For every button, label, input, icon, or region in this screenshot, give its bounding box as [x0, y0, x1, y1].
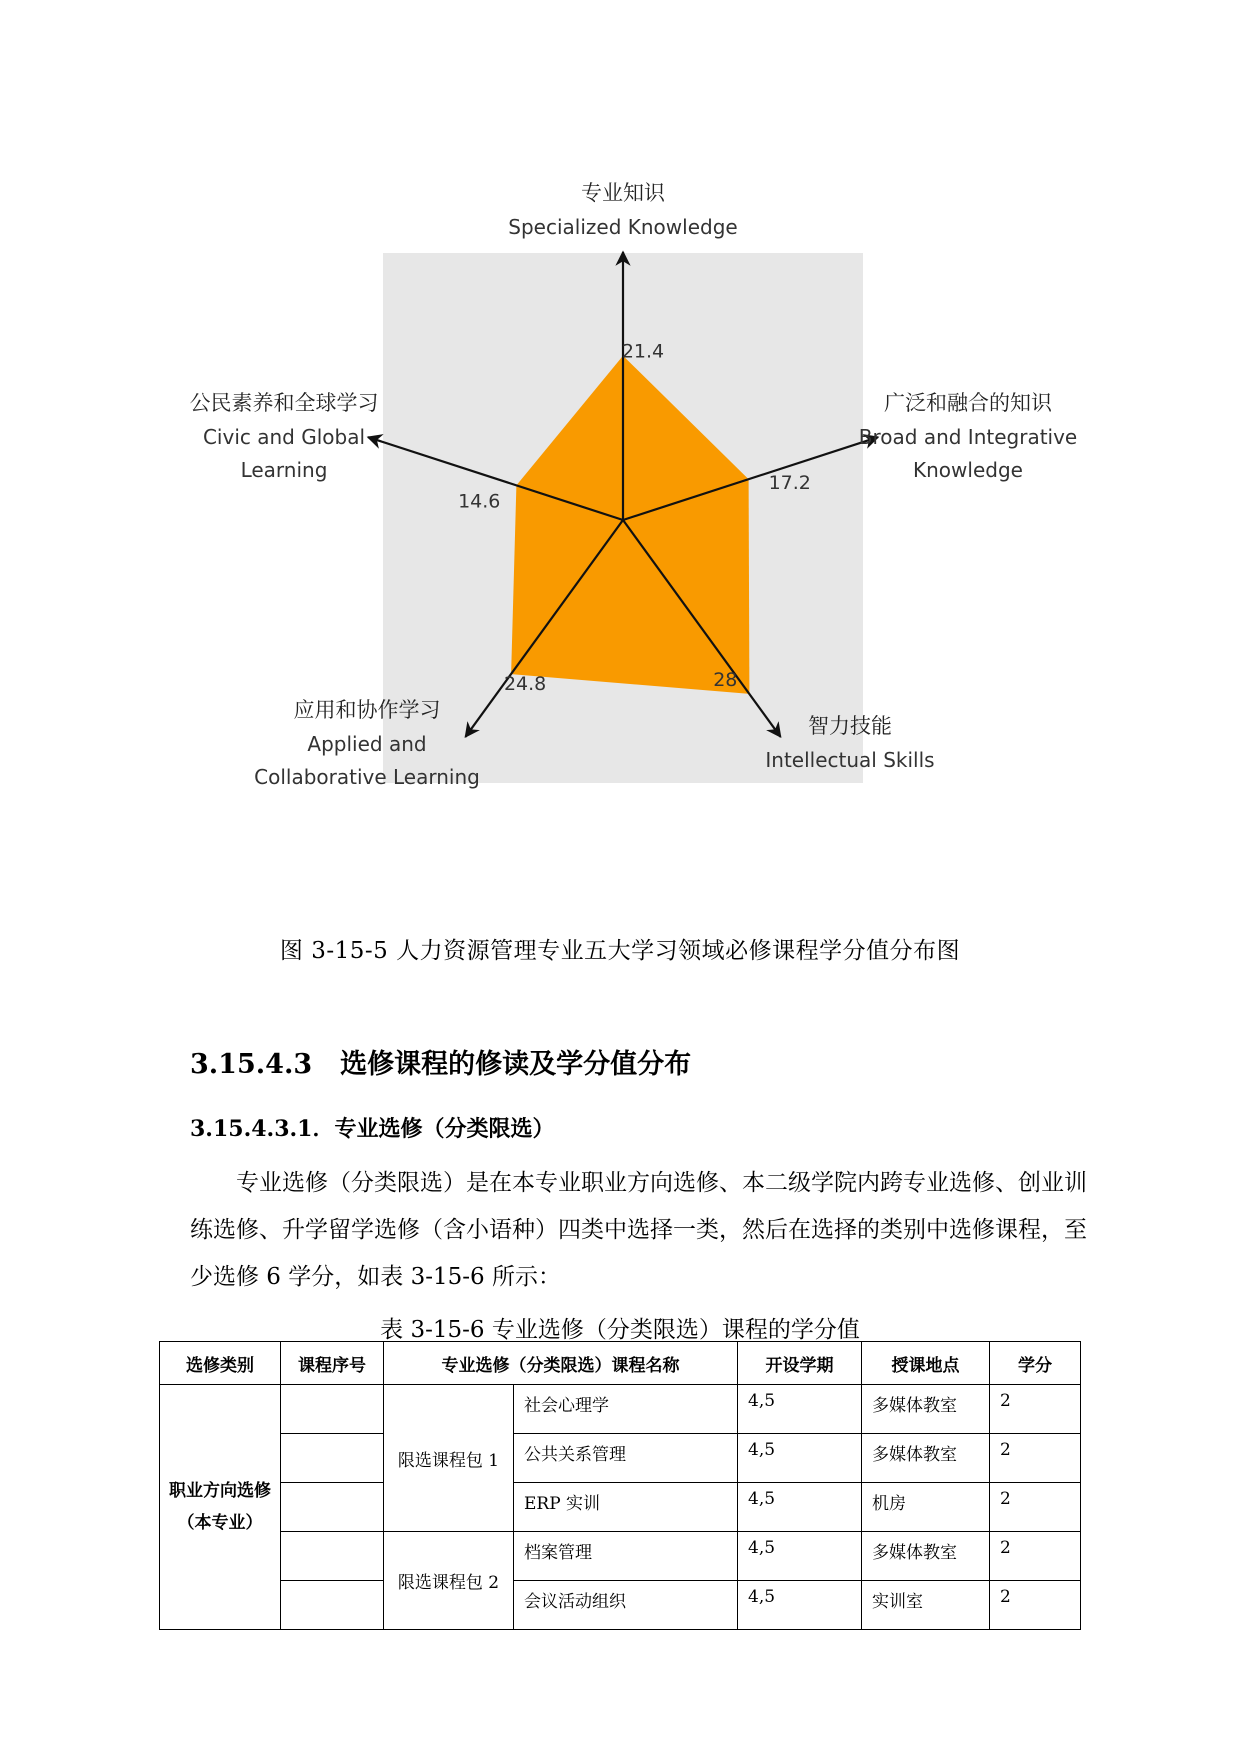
credit-cell: 2	[990, 1581, 1081, 1630]
course-no-cell	[281, 1483, 384, 1532]
course-name-cell: 档案管理	[514, 1532, 738, 1581]
place-cell: 实训室	[862, 1581, 990, 1630]
course-no-cell	[281, 1581, 384, 1630]
axis-label-en-broad: Knowledge	[913, 458, 1023, 482]
axis-label-en-civic: Civic and Global	[202, 425, 366, 449]
elective-course-table	[159, 1341, 1081, 1630]
axis-label-zh-civic: 公民素养和全球学习	[189, 391, 379, 415]
value-label-applied: 24.8	[503, 673, 547, 696]
axis-label-zh-specialized: 专业知识	[581, 181, 665, 205]
header-category: 选修类别	[160, 1342, 281, 1385]
figure-caption: 图 3-15-5 人力资源管理专业五大学习领域必修课程学分值分布图	[279, 938, 961, 964]
credit-cell: 2	[990, 1434, 1081, 1483]
credit-cell: 2	[990, 1385, 1081, 1434]
table-row	[160, 1532, 1081, 1581]
place-cell: 多媒体教室	[862, 1385, 990, 1434]
section-number: 3.15.4.3	[190, 1049, 313, 1080]
course-no-cell	[281, 1385, 384, 1434]
term-cell: 4,5	[738, 1483, 862, 1532]
course-name-cell: ERP 实训	[514, 1483, 738, 1532]
section-title: 选修课程的修读及学分值分布	[340, 1049, 692, 1080]
axis-label-en-civic: Learning	[240, 458, 328, 482]
table-caption: 表 3-15-6 专业选修（分类限选）课程的学分值	[380, 1317, 860, 1343]
table-row	[160, 1385, 1081, 1434]
subsection-number: 3.15.4.3.1．	[190, 1116, 335, 1142]
term-cell: 4,5	[738, 1532, 862, 1581]
table-header-row	[160, 1342, 1081, 1385]
value-label-intellectual: 28	[713, 668, 738, 691]
term-cell: 4,5	[738, 1581, 862, 1630]
axis-label-en-broad: Broad and Integrative	[858, 425, 1078, 449]
header-term: 开设学期	[738, 1342, 862, 1385]
course-no-cell	[281, 1434, 384, 1483]
header-course-name: 专业选修（分类限选）课程名称	[384, 1342, 738, 1385]
place-cell: 多媒体教室	[862, 1532, 990, 1581]
subsection-heading	[190, 1112, 555, 1143]
header-credit: 学分	[990, 1342, 1081, 1385]
place-cell: 多媒体教室	[862, 1434, 990, 1483]
table-row	[160, 1434, 1081, 1483]
term-cell: 4,5	[738, 1434, 862, 1483]
course-name-cell: 社会心理学	[514, 1385, 738, 1434]
package-cell: 限选课程包 1	[384, 1385, 514, 1532]
place-cell: 机房	[862, 1483, 990, 1532]
section-heading	[190, 1042, 691, 1081]
axis-label-zh-intellectual: 智力技能	[808, 714, 892, 738]
header-course-no: 课程序号	[281, 1342, 384, 1385]
course-no-cell	[281, 1532, 384, 1581]
radar-chart	[0, 0, 1240, 820]
axis-label-zh-applied: 应用和协作学习	[293, 698, 441, 722]
credit-cell: 2	[990, 1532, 1081, 1581]
axis-label-en-applied: Collaborative Learning	[254, 765, 480, 789]
axis-label-en-intellectual: Intellectual Skills	[765, 748, 935, 772]
subsection-title: 专业选修（分类限选）	[334, 1117, 555, 1142]
axis-label-zh-broad: 广泛和融合的知识	[884, 391, 1052, 415]
category-cell: 职业方向选修（本专业）	[160, 1385, 281, 1630]
axis-label-en-applied: Applied and	[307, 732, 427, 756]
table-row	[160, 1483, 1081, 1532]
credit-cell: 2	[990, 1483, 1081, 1532]
body-paragraph: 专业选修（分类限选）是在本专业职业方向选修、本二级学院内跨专业选修、创业训练选修、升学留学选修（含小语种）四类中选择一类，然后在选择的类别中选修课程，至少选修 6 学分，如表 3-15-6 所示：	[190, 1170, 1087, 1290]
course-name-cell: 会议活动组织	[514, 1581, 738, 1630]
axis-label-en-specialized: Specialized Knowledge	[508, 215, 738, 239]
value-label-broad: 17.2	[768, 472, 811, 495]
course-name-cell: 公共关系管理	[514, 1434, 738, 1483]
term-cell: 4,5	[738, 1385, 862, 1434]
header-place: 授课地点	[862, 1342, 990, 1385]
value-label-specialized: 21.4	[621, 340, 665, 363]
table-row	[160, 1581, 1081, 1630]
package-cell: 限选课程包 2	[384, 1532, 514, 1630]
value-label-civic: 14.6	[458, 490, 501, 513]
